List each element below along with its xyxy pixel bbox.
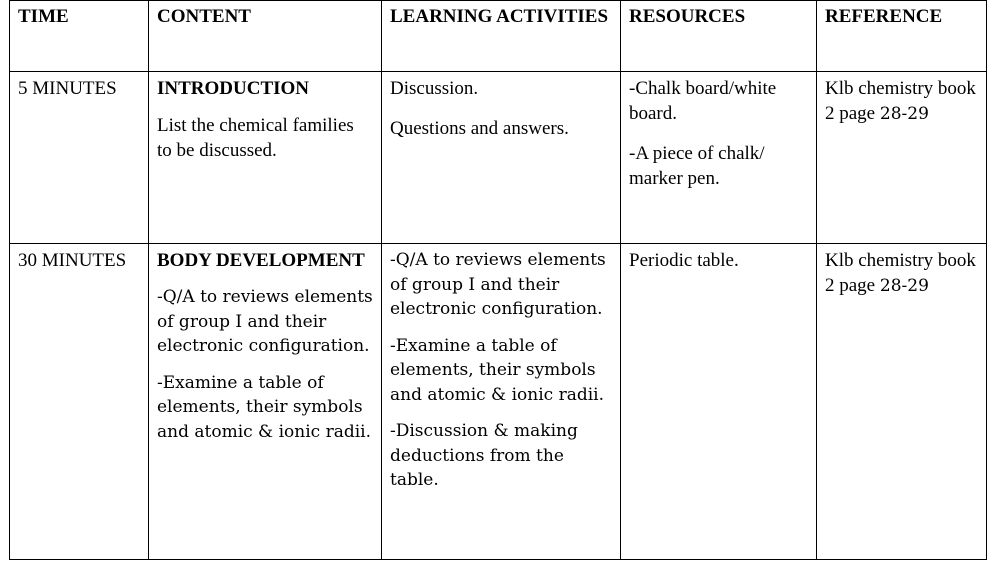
table-row bbox=[10, 244, 987, 560]
resource-item: -Chalk board/white board. bbox=[629, 78, 777, 124]
activity-item: -Examine a table of elements, their symbols and atomic & ionic radii. bbox=[390, 335, 604, 405]
header-content: CONTENT bbox=[149, 1, 382, 72]
header-reference: REFERENCE bbox=[817, 1, 987, 72]
resource-item: -A piece of chalk/ marker pen. bbox=[629, 143, 765, 189]
reference-cell bbox=[817, 244, 987, 560]
activities-cell bbox=[382, 244, 621, 560]
reference-text: Klb chemistry book 2 page bbox=[825, 250, 976, 296]
content-title: BODY DEVELOPMENT bbox=[157, 250, 365, 271]
reference-pages: 28-29 bbox=[879, 276, 929, 296]
content-cell bbox=[149, 244, 382, 560]
resources-cell bbox=[621, 244, 817, 560]
header-row bbox=[10, 1, 987, 72]
table-row bbox=[10, 72, 987, 244]
activity-item: Discussion. bbox=[390, 78, 479, 99]
content-text: List the chemical families to be discussed. bbox=[157, 115, 354, 161]
content-cell bbox=[149, 72, 382, 244]
time-cell bbox=[10, 244, 149, 560]
resources-cell bbox=[621, 72, 817, 244]
time-text: 30 MINUTES bbox=[18, 250, 127, 271]
content-title: INTRODUCTION bbox=[157, 78, 310, 99]
reference-cell bbox=[817, 72, 987, 244]
header-learning-activities: LEARNING ACTIVITIES bbox=[382, 1, 621, 72]
activity-item: -Q/A to reviews elements of group I and their electronic configuration. bbox=[390, 250, 606, 319]
header-time: TIME bbox=[10, 1, 149, 72]
header-resources: RESOURCES bbox=[621, 1, 817, 72]
resource-item: Periodic table. bbox=[629, 250, 739, 271]
lesson-plan-table bbox=[9, 0, 987, 560]
activity-item: Questions and answers. bbox=[390, 118, 569, 139]
activity-item: -Discussion & making deductions from the table. bbox=[390, 421, 578, 490]
time-cell bbox=[10, 72, 149, 244]
content-item: -Examine a table of elements, their symbols and atomic & ionic radii. bbox=[157, 372, 371, 442]
content-item: -Q/A to reviews elements of group I and their electronic configuration. bbox=[157, 287, 373, 356]
reference-pages: 28-29 bbox=[879, 104, 929, 124]
time-text: 5 MINUTES bbox=[18, 78, 117, 99]
activities-cell bbox=[382, 72, 621, 244]
reference-text: Klb chemistry book 2 page bbox=[825, 78, 976, 124]
